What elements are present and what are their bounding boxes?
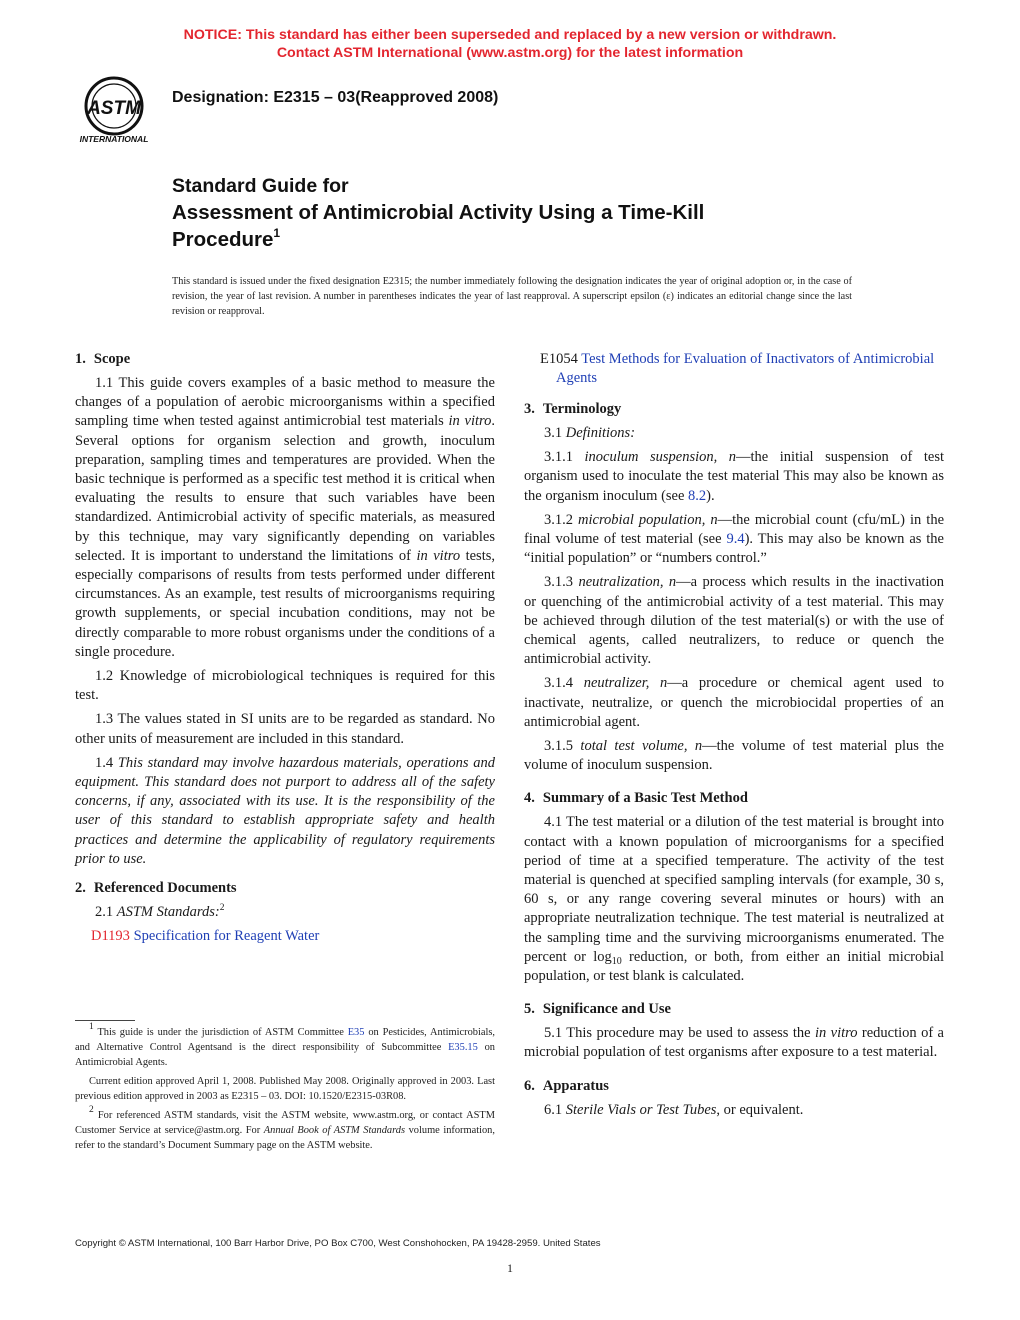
section-2-heading [75,879,495,898]
footnote-2 [75,1105,495,1153]
p1-4-num: 1.4 [95,754,118,771]
section-2-title: Referenced Documents [93,880,237,897]
section-1-title: Scope [93,351,131,367]
definition-3-1-3 [524,573,944,669]
astm-logo [70,72,162,144]
p4-1-subscript: 10 [611,955,622,967]
d311-end: ). [706,487,715,504]
section-5-heading [524,1000,944,1019]
section-6-title: Apparatus [542,1077,609,1094]
fn1-b: on Pesticides, Antimicrobials, and Alternative Control Agentsand is the direct responsibility of Subcommittee [75,1027,495,1053]
paragraph-1-4 [75,754,495,869]
paragraph-1-1 [75,374,495,662]
left-column [75,350,495,951]
d313-text: —a process which results in the inactivation or quenching of the antimicrobial activity of a test material. This may be achieved through dilution of the test material(s) or with the use of chemical agents, called neutralizers, to reduce or quench the antimicrobial activity. [524,574,944,668]
footnote-1-edition: Current edition approved April 1, 2008. Published May 2008. Originally approved in 2003. Last previous edition approved in 2003 as E2315 – 03. DOI: 10.1520/E2315-03R08. [75,1076,495,1102]
p3-1-num: 3.1 [544,425,566,441]
d311-text: —the initial suspension of test organism used to inoculate the test material This may also be known as the organism inoculum (see [524,449,944,504]
p2-1-footnote-mark: 2 [219,903,225,914]
d314-num: 3.1.4 [544,675,584,692]
d315-term: total test volume, n [580,738,703,755]
fn1-a: This guide is under the jurisdiction of ASTM Committee [93,1027,348,1038]
title-footnote-mark: 1 [273,226,281,240]
fn2-a: For referenced ASTM standards, visit the ASTM website, www.astm.org, or contact ASTM Customer Service at service@astm.org. For [75,1110,495,1136]
definition-3-1-4 [524,674,944,732]
section-5-title: Significance and Use [542,1001,671,1018]
definition-3-1-1 [524,448,944,506]
fn1-link-e3515[interactable]: E35.15 [448,1042,478,1053]
section-3-title: Terminology [542,401,622,417]
p1-1-b: . Several options for organism selection and growth, inoculum preparation, sampling times and temperatures are provided. When the basic technique is performed as a specific test method it is critical when evaluating the results to ensure that such variables have been standardized. Antimicrobial activity of specific materials, as measured by this technique, may vary significantly depending on variables selected. It is important to understand the limitations of [75,413,495,564]
d312-term: microbial population, n [578,511,718,528]
withdrawal-notice [0,26,1020,62]
footnote-1-mark: 1 [89,1022,94,1032]
p6-1-italic: Sterile Vials or Test Tubes [565,1101,717,1118]
fn1-c: on Antimicrobial Agents. [75,1042,495,1068]
section-5-number: 5. [524,1001,535,1018]
issuance-statement: This standard is issued under the fixed designation E2315; the number immediately following the designation indicates the year of original adoption or, in the case of revision, the year of last revision. A number in parentheses indicates the year of last reapproval. A superscript epsilon (ε) indicates an editorial change since the last revision or reapproval. [172,276,852,318]
d311-term: inoculum suspension, n [584,449,737,466]
title-line-1: Standard Guide for [172,175,349,197]
p5-1-italic: in vitro [814,1025,858,1042]
d312-text: —the microbial count (cfu/mL) in the final volume of test material (see [524,511,944,548]
d314-text: —a procedure or chemical agent used to inactivate, neutralize, or quench the microbiocidal properties of an antimicrobial agent. [524,675,944,730]
p5-1-b: reduction of a microbial population of test organisms after exposure to a test material. [524,1025,944,1061]
title-line-3 [172,226,872,253]
paragraph-2-1 [75,903,495,922]
p1-1-c: tests, especially comparisons of results from tests performed under different circumstances. As an example, test results of microorganisms requiring growth supplements, or special incubation conditions, may not be directly comparable to more robust organisms under the conditions of a single procedure. [75,547,495,660]
notice-line-2: Contact ASTM International (www.astm.org) for the latest information [276,45,744,61]
section-1-heading [75,350,495,369]
p2-1-italic: ASTM Standards: [116,904,220,921]
definition-3-1-5 [524,737,944,775]
paragraph-4-1 [524,813,944,986]
fn2-b: volume information, refer to the standard’s Document Summary page on the ASTM website. [75,1125,495,1151]
reference-d1193[interactable] [91,927,495,946]
section-3-number: 3. [524,401,535,417]
logo-text: ASTM [87,98,141,119]
e1054-code[interactable]: E1054 [540,351,578,367]
reference-e1054[interactable] [524,350,944,388]
p5-1-a: 5.1 This procedure may be used to assess the [544,1025,815,1042]
d315-text: —the volume of test material plus the volume of inoculum suspension. [524,738,944,774]
copyright-line: Copyright © ASTM International, 100 Barr Harbor Drive, PO Box C700, West Conshohocken, PA 19428-2959. United States [75,1238,601,1249]
p6-1-num: 6.1 [544,1101,566,1118]
footnotes [75,1020,495,1153]
p6-1-b: , or equivalent. [716,1101,804,1118]
logo-subtext: INTERNATIONAL [79,134,149,144]
paragraph-1-3: 1.3 The values stated in SI units are to be regarded as standard. No other units of measurement are included in this standard. [75,711,495,747]
p2-1-num: 2.1 [95,904,117,921]
section-1-number: 1. [75,351,86,367]
notice-line-1: NOTICE: This standard has either been superseded and replaced by a new version or withdrawn. [183,27,837,43]
d311-num: 3.1.1 [544,449,585,466]
designation: Designation: E2315 – 03(Reapproved 2008) [172,89,499,106]
title-line-3-text: Procedure [172,228,274,251]
section-4-title: Summary of a Basic Test Method [542,790,748,807]
p4-1-a: 4.1 The test material or a dilution of the test material is brought into contact with a known population of microorganisms for a specified period of time at a specified temperature. The activity of the test material is quenched at specified sampling intervals (for example, 30 s, 60 s, or any range covering several minutes or hours) with an appropriate neutralization technique. The test material is neutralized at the sampling time and the surviving microorganisms enumerated. The percent or log [524,814,944,965]
p1-1-italic: in vitro [448,413,492,430]
d312-num: 3.1.2 [544,511,579,528]
p1-4-italic: This standard may involve hazardous materials, operations and equipment. This standard does not purport to address all of the safety concerns, if any, associated with its use. It is the responsibility of the user of this standard to establish appropriate safety and health practices and determine the applicability of regulatory requirements prior to use. [75,754,496,867]
p1-1-italic-2: in vitro [416,547,461,564]
section-4-number: 4. [524,790,535,807]
d314-term: neutralizer, n [583,675,668,692]
title-line-2: Assessment of Antimicrobial Activity Using a Time-Kill [172,201,705,224]
section-2-number: 2. [75,880,86,897]
p3-1-italic: Definitions: [565,425,636,441]
e1054-title-link[interactable]: Test Methods for Evaluation of Inactivators of Antimicrobial Agents [556,351,935,386]
paragraph-3-1 [524,424,944,443]
right-column [524,350,944,1125]
p1-1-a: 1.1 This guide covers examples of a basic method to measure the changes of a population of aerobic microorganisms within a specified sampling time when tested against antimicrobial test materials [75,375,495,430]
section-6-number: 6. [524,1077,535,1094]
d312-link[interactable]: 9.4 [726,531,745,548]
d1193-code[interactable]: D1193 [91,928,130,945]
document-title [172,174,872,253]
d315-num: 3.1.5 [544,738,581,755]
paragraph-1-2: 1.2 Knowledge of microbiological techniques is required for this test. [75,668,495,704]
page-number: 1 [507,1261,513,1275]
definition-3-1-2 [524,511,944,569]
fn2-italic: Annual Book of ASTM Standards [263,1125,406,1136]
d313-term: neutralization, n [578,574,677,591]
p4-1-b: reduction, or both, from either an initial microbial population, or test blank is calculated. [524,948,944,985]
paragraph-6-1 [524,1101,944,1120]
d312-end: ). This may also be known as the “initial population” or “numbers control.” [524,531,944,567]
d311-link[interactable]: 8.2 [688,487,707,504]
footnote-2-mark: 2 [89,1105,94,1115]
section-6-heading [524,1077,944,1096]
section-4-heading [524,789,944,808]
d1193-title-link[interactable]: Specification for Reagent Water [133,928,320,945]
d313-num: 3.1.3 [544,574,579,591]
paragraph-5-1 [524,1024,944,1062]
footnote-rule [75,1020,135,1021]
fn1-link-e35[interactable]: E35 [347,1027,365,1038]
footnote-1 [75,1022,495,1070]
section-3-heading [524,400,944,419]
